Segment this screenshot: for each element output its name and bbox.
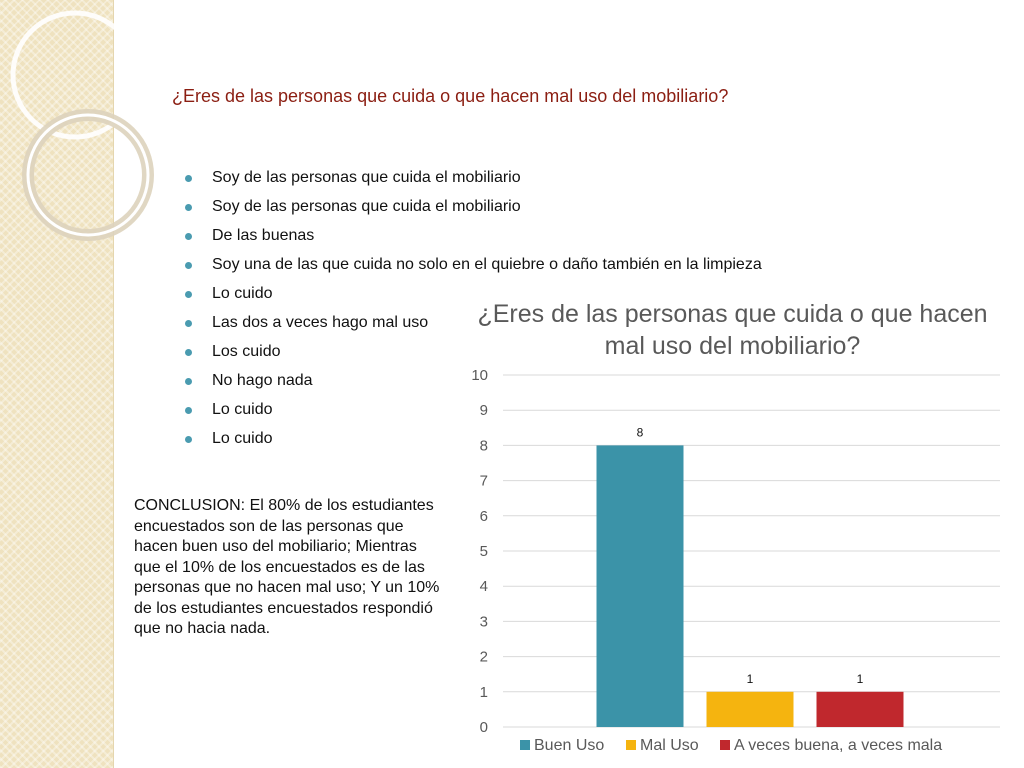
data-label: 8	[636, 425, 644, 440]
bar	[597, 445, 684, 727]
y-tick-label: 2	[479, 648, 488, 666]
list-item	[185, 226, 825, 255]
y-tick-label: 8	[479, 437, 488, 455]
list-item-text: Soy de las personas que cuida el mobiliario	[212, 198, 521, 215]
bar	[817, 692, 904, 727]
bullet-dot-icon	[185, 378, 192, 385]
bar-chart	[440, 295, 1010, 765]
list-item	[185, 255, 825, 284]
list-item-text: De las buenas	[212, 227, 315, 244]
y-tick-label: 0	[479, 719, 488, 736]
list-item-text: Las dos a veces hago mal uso	[212, 314, 429, 331]
legend-swatch	[720, 740, 730, 750]
bullet-dot-icon	[185, 262, 192, 269]
y-tick-label: 1	[479, 683, 488, 701]
list-item	[185, 197, 825, 226]
y-tick-label: 10	[471, 367, 488, 384]
list-item-text: Los cuido	[212, 343, 281, 360]
y-tick-label: 6	[479, 507, 488, 525]
bullet-dot-icon	[185, 291, 192, 298]
data-label: 1	[746, 671, 754, 686]
legend-label: Buen Uso	[534, 737, 605, 754]
bullet-dot-icon	[185, 233, 192, 240]
list-item-text: No hago nada	[212, 372, 313, 389]
legend-swatch	[520, 740, 530, 750]
list-item	[185, 168, 825, 197]
y-tick-label: 4	[479, 578, 488, 596]
data-label: 1	[856, 671, 864, 686]
y-tick-label: 5	[479, 543, 488, 560]
decorative-circles	[0, 0, 180, 260]
slide-title: ¿Eres de las personas que cuida o que hacen mal uso del mobiliario?	[172, 86, 729, 106]
list-item-text: Soy de las personas que cuida el mobiliario	[212, 169, 521, 186]
chart-title: ¿Eres de las personas que cuida o que hacen mal uso del mobiliario?	[477, 300, 988, 360]
bullet-dot-icon	[185, 407, 192, 414]
list-item-text: Soy una de las que cuida no solo en el quiebre o daño también en la limpieza	[212, 256, 762, 273]
bullet-dot-icon	[185, 175, 192, 182]
y-tick-label: 7	[479, 472, 488, 490]
bullet-dot-icon	[185, 204, 192, 211]
bullet-dot-icon	[185, 436, 192, 443]
y-tick-label: 3	[479, 613, 488, 631]
bar	[707, 692, 794, 727]
list-item-text: Lo cuido	[212, 430, 273, 447]
y-tick-label: 9	[479, 402, 488, 420]
bullet-dot-icon	[185, 349, 192, 356]
conclusion-text: CONCLUSION: El 80% de los estudiantes encuestados son de las personas que hacen buen uso del mobiliario; Mientras que el 10% de los encuestados es de las personas que no hacen mal uso; Y un 10% de los estudiantes encuestados respondió que no hacia nada.	[134, 497, 440, 637]
bullet-dot-icon	[185, 320, 192, 327]
legend-label: A veces buena, a veces mala	[734, 737, 943, 754]
legend-swatch	[626, 740, 636, 750]
list-item-text: Lo cuido	[212, 401, 273, 418]
list-item-text: Lo cuido	[212, 285, 273, 302]
legend-label: Mal Uso	[640, 737, 699, 754]
